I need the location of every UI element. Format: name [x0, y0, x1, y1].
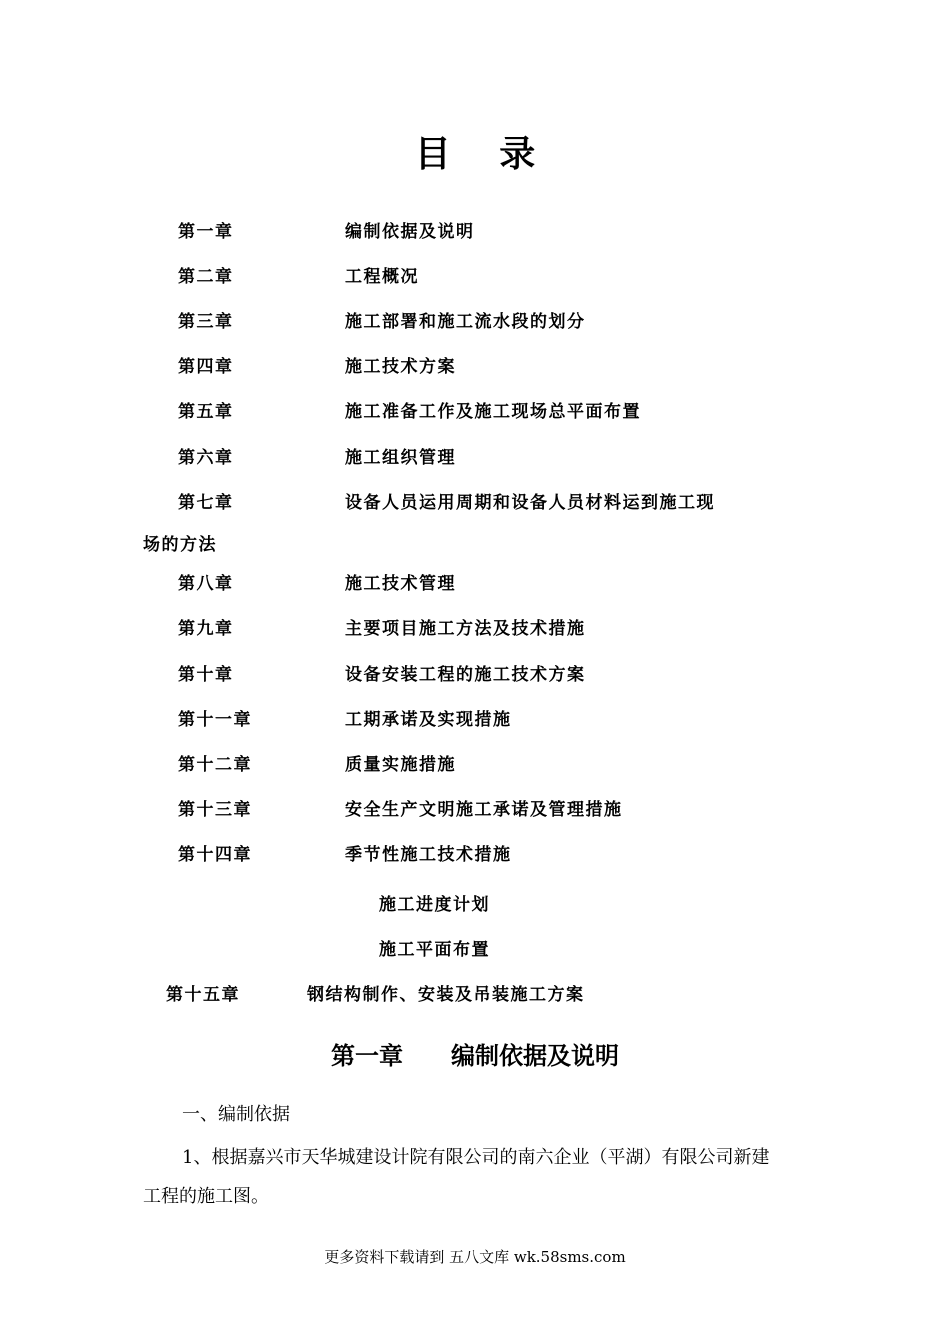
toc-item-number: 第五章	[178, 402, 234, 422]
toc-item-title: 设备人员运用周期和设备人员材料运到施工现	[345, 493, 715, 513]
toc-item-number: 第四章	[178, 357, 234, 377]
toc-item-number: 第七章	[178, 493, 234, 513]
toc-item-title: 施工技术管理	[345, 574, 456, 594]
paragraph-line: 工程的施工图。	[143, 1186, 269, 1207]
toc-item-number: 第十二章	[178, 755, 252, 775]
paragraph-line: 1、根据嘉兴市天华城建设计院有限公司的南六企业（平湖）有限公司新建	[182, 1147, 770, 1168]
toc-sub-item[interactable]: 施工进度计划	[379, 895, 490, 915]
toc-item-number: 第九章	[178, 619, 234, 639]
toc-item-title: 季节性施工技术措施	[345, 845, 512, 865]
toc-item-title: 施工准备工作及施工现场总平面布置	[345, 402, 641, 422]
toc-item-title: 施工部署和施工流水段的划分	[345, 312, 586, 332]
toc-sub-item[interactable]: 施工平面布置	[379, 940, 490, 960]
toc-item-title: 主要项目施工方法及技术措施	[345, 619, 586, 639]
toc-item-number: 第八章	[178, 574, 234, 594]
toc-title: 目 录	[414, 134, 554, 175]
footer-text: 更多资料下载请到 五八文库 wk.58sms.com	[324, 1248, 626, 1266]
section-heading: 一、编制依据	[182, 1104, 290, 1125]
toc-item-title: 施工组织管理	[345, 448, 456, 468]
toc-item-continuation: 场的方法	[143, 535, 217, 555]
toc-last-title[interactable]: 钢结构制作、安装及吊装施工方案	[307, 985, 585, 1005]
toc-last-number[interactable]: 第十五章	[166, 985, 240, 1005]
toc-item-number: 第六章	[178, 448, 234, 468]
chapter-heading	[0, 1036, 950, 1071]
toc-item-number: 第十章	[178, 665, 234, 685]
toc-item-number: 第二章	[178, 267, 234, 287]
toc-item-title: 安全生产文明施工承诺及管理措施	[345, 800, 623, 820]
toc-item-title: 质量实施措施	[345, 755, 456, 775]
toc-item-number: 第三章	[178, 312, 234, 332]
toc-item-title: 工期承诺及实现措施	[345, 710, 512, 730]
toc-item-title: 编制依据及说明	[345, 222, 475, 242]
toc-item-number: 第十四章	[178, 845, 252, 865]
toc-item-title: 设备安装工程的施工技术方案	[345, 665, 586, 685]
toc-item-number: 第十三章	[178, 800, 252, 820]
chapter-number: 第一章	[331, 1041, 403, 1070]
toc-item-title: 工程概况	[345, 267, 419, 287]
toc-item-number: 第一章	[178, 222, 234, 242]
toc-item-number: 第十一章	[178, 710, 252, 730]
toc-item-title: 施工技术方案	[345, 357, 456, 377]
chapter-title: 编制依据及说明	[451, 1041, 619, 1070]
